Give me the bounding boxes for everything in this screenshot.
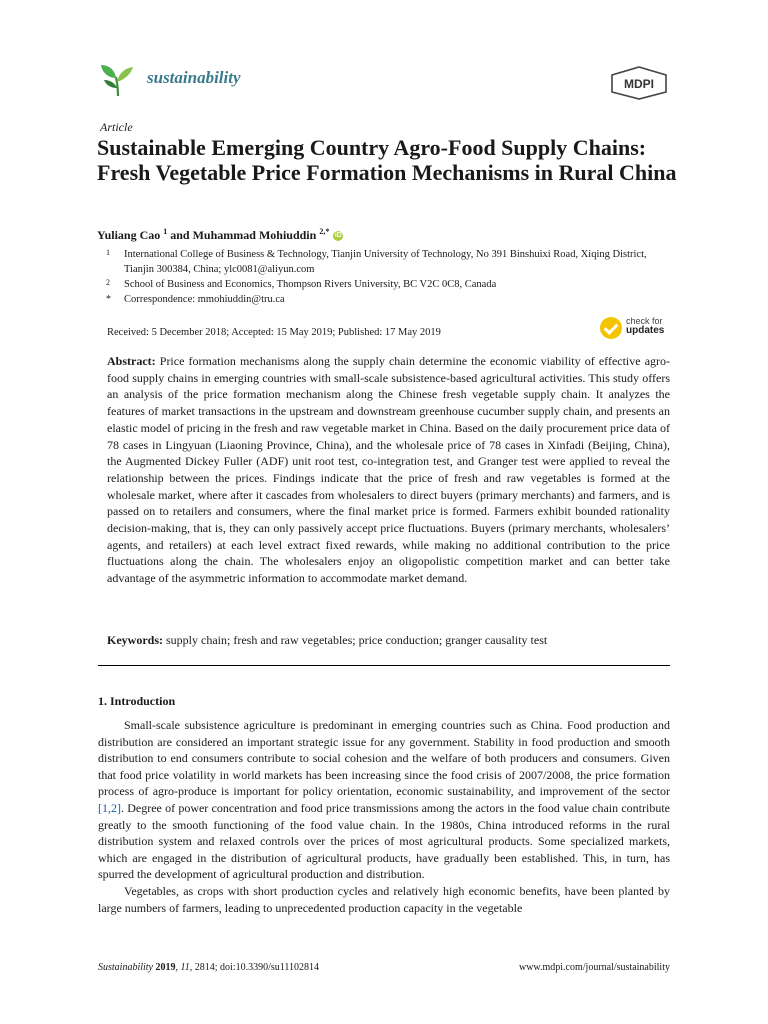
affiliation-text: International College of Business & Technology, Tianjin University of Technology, No 391 Binshuixi Road, Xiqing District, Tianjin 300384, China; ylc0081@aliyun.com	[124, 249, 647, 275]
keywords-text: supply chain; fresh and raw vegetables; price conduction; granger causality test	[166, 633, 548, 647]
orcid-icon[interactable]: iD	[334, 232, 342, 240]
check-for-updates-badge[interactable]	[600, 315, 672, 345]
citation-footer: Sustainability 2019, 11, 2814; doi:10.3390/su11102814	[98, 962, 320, 973]
affiliation-marker: 1	[163, 227, 168, 236]
paragraph: Vegetables, as crops with short production cycles and relatively high economic benefits, have been planted by large numbers of farmers, leading to unprecedented production capacity in the vegetable	[98, 883, 670, 915]
author-name[interactable]: Muhammad Mohiuddin	[192, 228, 317, 242]
keywords	[107, 632, 670, 648]
keywords-label: Keywords:	[107, 633, 163, 647]
affiliation-number: *	[106, 294, 111, 305]
affiliation-item	[106, 247, 671, 277]
author-list	[97, 227, 343, 243]
affiliation-number: 2	[106, 278, 110, 287]
publication-dates: Received: 5 December 2018; Accepted: 15 May 2019; Published: 17 May 2019	[107, 327, 441, 338]
journal-logo	[96, 62, 140, 98]
mdpi-logo[interactable]	[609, 66, 669, 100]
correspondence-text[interactable]: Correspondence: mmohiuddin@tru.ca	[124, 294, 285, 305]
article-type: Article	[100, 120, 133, 134]
introduction-body	[98, 717, 670, 916]
check-updates-label: check for updates	[626, 316, 665, 336]
citation-link[interactable]: [1,2]	[98, 800, 121, 815]
paragraph: Small-scale subsistence agriculture is predominant in emerging countries such as China. Food production and distribution are considered an important strategic issue for any government. Stability in food production and smooth distribution to end consumers contribute to social cohesion and the welfare of both producers and consumers. Given that food price volatility in world markets has been increasing since the food crisis of 2007/2008, the price formation process of agro-produce is important for policy orientation, economic sustainability, and improvement of the sector [1,2]. Degree of power concentration and food price transmissions among the actors in the food value chain contribute greatly to the smooth functioning of the food value chain. In the 1980s, China introduced reforms in the rural distribution system and relaxed controls over the prices of most agricultural products. Some specialized markets, which are engaged in the distribution of agricultural products, have gradually been established. This, in turn, has spurred the development of agricultural production and distribution.	[98, 718, 670, 882]
abstract-label: Abstract:	[107, 354, 156, 368]
svg-text:MDPI: MDPI	[624, 77, 654, 91]
article-title: Sustainable Emerging Country Agro-Food Supply Chains: Fresh Vegetable Price Formation Mechanisms in Rural China	[97, 135, 677, 185]
journal-url[interactable]: www.mdpi.com/journal/sustainability	[518, 962, 670, 973]
affiliation-number: 1	[106, 248, 110, 257]
affiliation-text: School of Business and Economics, Thompson Rivers University, BC V2C 0C8, Canada	[124, 279, 497, 290]
affiliation-marker: 2,*	[319, 227, 330, 236]
abstract	[107, 353, 670, 587]
affiliation-item	[106, 277, 671, 292]
section-heading: 1. Introduction	[98, 694, 176, 708]
author-name[interactable]: Yuliang Cao	[97, 228, 161, 242]
checkmark-icon	[600, 317, 622, 339]
abstract-text: Price formation mechanisms along the supply chain determine the economic viability of effective agro-food supply chains in emerging countries with small-scale subsistence-based agricultural activities. This study offers an analysis of the price formation mechanism along the Chinese fresh vegetable supply chain. It analyzes the features of market transactions in the upstream and downstream greenhouse cucumber supply chain, and presents an elastic model of pricing in the fresh and raw vegetable market in China. Based on the daily procurement price data of 78 cases in Lingyuan (Liaoning Province, China), and the wholesale price of 78 cases in Xinfadi (Beijing, China), the Augmented Dickey Fuller (ADF) unit root test, co-integration test, and Granger test were applied to reveal the relationship between the prices. Findings indicate that the price of fresh and raw vegetables is formed at the wholesale market, where after it cascades from wholesalers to direct buyers (primary merchants) and farmers, and is passed on to retailers and consumers, where the final market price is formed. Farmers exhibit bounded rationality decision-making, that is, they can only passively accept price fluctuations. Buyers (primary merchants, wholesalers’ agents, and retailers) at each level extract fixed rewards, while making no additional contribution to the price fluctuations along the chain. The wholesalers enjoy an oligopolistic competition market and can better take advantage of the asymmetric information to accommodate market demand.	[107, 354, 671, 586]
section-divider	[98, 665, 670, 666]
correspondence	[106, 292, 671, 307]
affiliation-list	[106, 247, 671, 307]
author-conjunction: and	[170, 228, 190, 242]
journal-name[interactable]: sustainability	[147, 68, 241, 87]
